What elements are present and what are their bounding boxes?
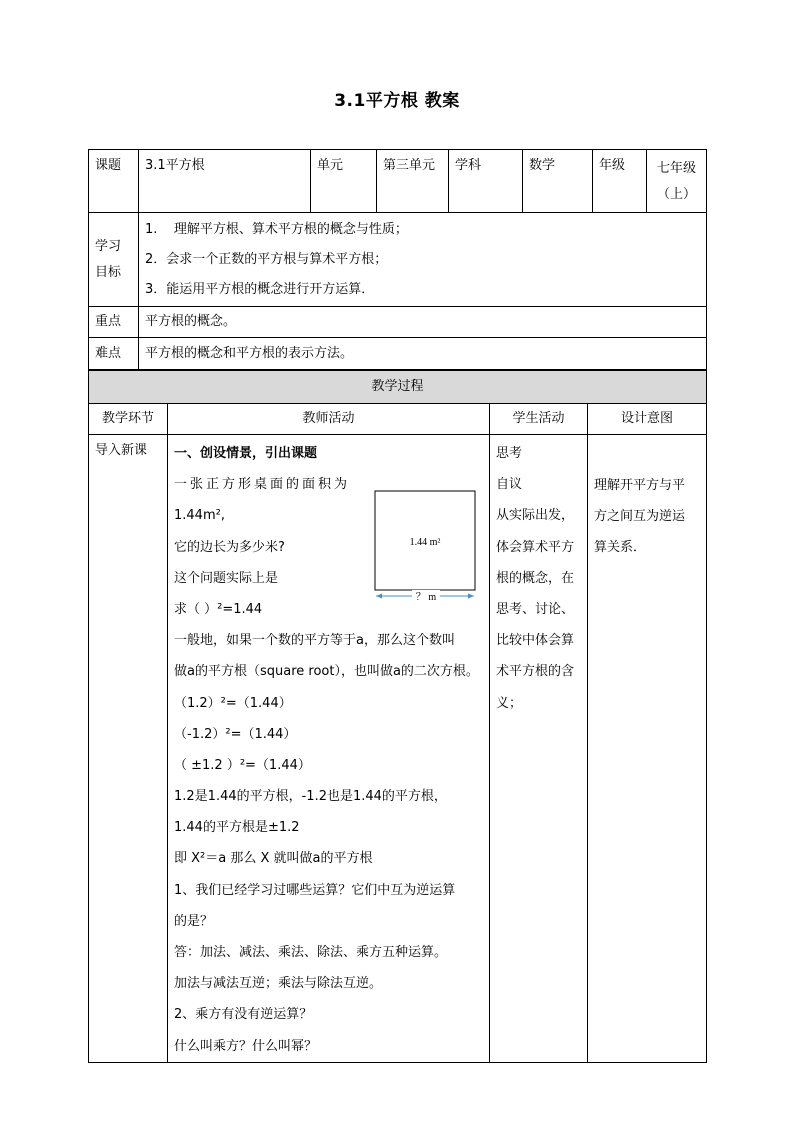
square-figure-svg — [374, 490, 478, 605]
objective-item: 1. 理解平方根、算术平方根的概念与性质； — [145, 222, 408, 237]
teacher-line: 一张正方形桌面的面积为 — [174, 477, 351, 493]
student-line: 体会算术平方 — [496, 539, 575, 555]
subject-label: 学科 — [449, 150, 523, 213]
student-line: 自议 — [496, 477, 523, 493]
column-header-student: 学生活动 — [490, 404, 588, 435]
course-value: 3.1平方根 — [139, 150, 311, 213]
difficulty-label: 难点 — [89, 338, 139, 370]
unit-label: 单元 — [311, 150, 377, 213]
teaching-process-table — [88, 370, 707, 1063]
teacher-line: 2、乘方有没有逆运算？ — [174, 1007, 313, 1023]
grade-label: 年级 — [593, 150, 647, 213]
area-label: 1.44 m² — [409, 537, 441, 548]
teacher-line: 即 X²＝a 那么 X 就叫做a的平方根 — [174, 851, 373, 867]
objective-item: 3．能运用平方根的概念进行开方运算． — [145, 282, 375, 297]
teacher-line: 1.44m², — [174, 508, 225, 524]
student-line: 术平方根的含 — [496, 664, 575, 680]
teacher-line: 答：加法、减法、乘法、除法、乘方五种运算。 — [174, 945, 448, 960]
student-activity-cell — [490, 435, 588, 1063]
teacher-line: 1、我们已经学习过哪些运算？它们中互为逆运算 — [174, 882, 456, 898]
subject-value: 数学 — [523, 150, 593, 213]
teacher-line: （1.2）²=（1.44） — [174, 695, 292, 711]
column-header-design: 设计意图 — [588, 404, 707, 435]
student-line: 义； — [496, 695, 523, 711]
teacher-line: 一、创设情景，引出课题 — [174, 446, 318, 461]
objectives-label-line2: 目标 — [95, 264, 122, 280]
arrow-left-icon — [376, 594, 382, 599]
objectives-label — [89, 213, 139, 307]
lesson-info-table — [88, 149, 707, 370]
objectives-list — [139, 213, 707, 307]
grade-value-line1: 七年级 — [656, 161, 696, 176]
teacher-line: 1.44的平方根是±1.2 — [174, 820, 300, 836]
column-header-stage: 教学环节 — [89, 404, 168, 435]
student-line: 思考 — [496, 446, 523, 461]
teacher-line: 加法与减法互逆；乘法与除法互逆。 — [174, 976, 383, 992]
teacher-line: 的是？ — [174, 913, 214, 929]
design-line: 理解开平方与平 — [594, 478, 686, 493]
teacher-line: （-1.2）²=（1.44） — [174, 726, 297, 742]
square-figure — [374, 490, 478, 605]
design-line: 算关系． — [594, 540, 647, 555]
student-line: 比较中体会算 — [496, 633, 575, 649]
student-line: 从实际出发， — [496, 508, 575, 524]
stage-cell: 导入新课 — [89, 435, 168, 1063]
teacher-line: 它的边长为多少米? — [174, 539, 285, 555]
column-header-teacher: 教师活动 — [168, 404, 490, 435]
teacher-line: 什么叫乘方？什么叫幂？ — [174, 1038, 318, 1054]
side-label: ？ m — [415, 592, 437, 603]
difficulty-value: 平方根的概念和平方根的表示方法。 — [139, 338, 707, 370]
design-line: 方之间互为逆运 — [594, 509, 686, 524]
course-label: 课题 — [89, 150, 139, 213]
process-section-title: 教学过程 — [89, 371, 707, 404]
key-point-value: 平方根的概念。 — [139, 307, 707, 338]
teacher-line: 这个问题实际上是 — [174, 570, 279, 586]
page-title: 3.1平方根 教案 — [334, 91, 460, 111]
objectives-label-line1: 学习 — [95, 238, 122, 254]
student-line: 思考、讨论、 — [496, 601, 575, 617]
arrow-right-icon — [468, 594, 474, 599]
teacher-line: 1.2是1.44的平方根，-1.2也是1.44的平方根， — [174, 789, 447, 805]
teacher-line: 做a的平方根（square root），也叫做a的二次方根。 — [174, 664, 479, 680]
teacher-line: （ ±1.2 ）²=（1.44） — [174, 757, 311, 773]
student-line: 根的概念，在 — [496, 570, 575, 586]
teacher-line: 一般地，如果一个数的平方等于a，那么这个数叫 — [174, 633, 455, 649]
design-intent-cell — [588, 435, 707, 1063]
objective-item: 2．会求一个正数的平方根与算术平方根； — [145, 252, 388, 267]
grade-value-line2: （上） — [656, 187, 696, 202]
teacher-line: 求（ ）²=1.44 — [174, 601, 263, 617]
unit-value: 第三单元 — [377, 150, 449, 213]
grade-value — [647, 150, 707, 213]
key-point-label: 重点 — [89, 307, 139, 338]
